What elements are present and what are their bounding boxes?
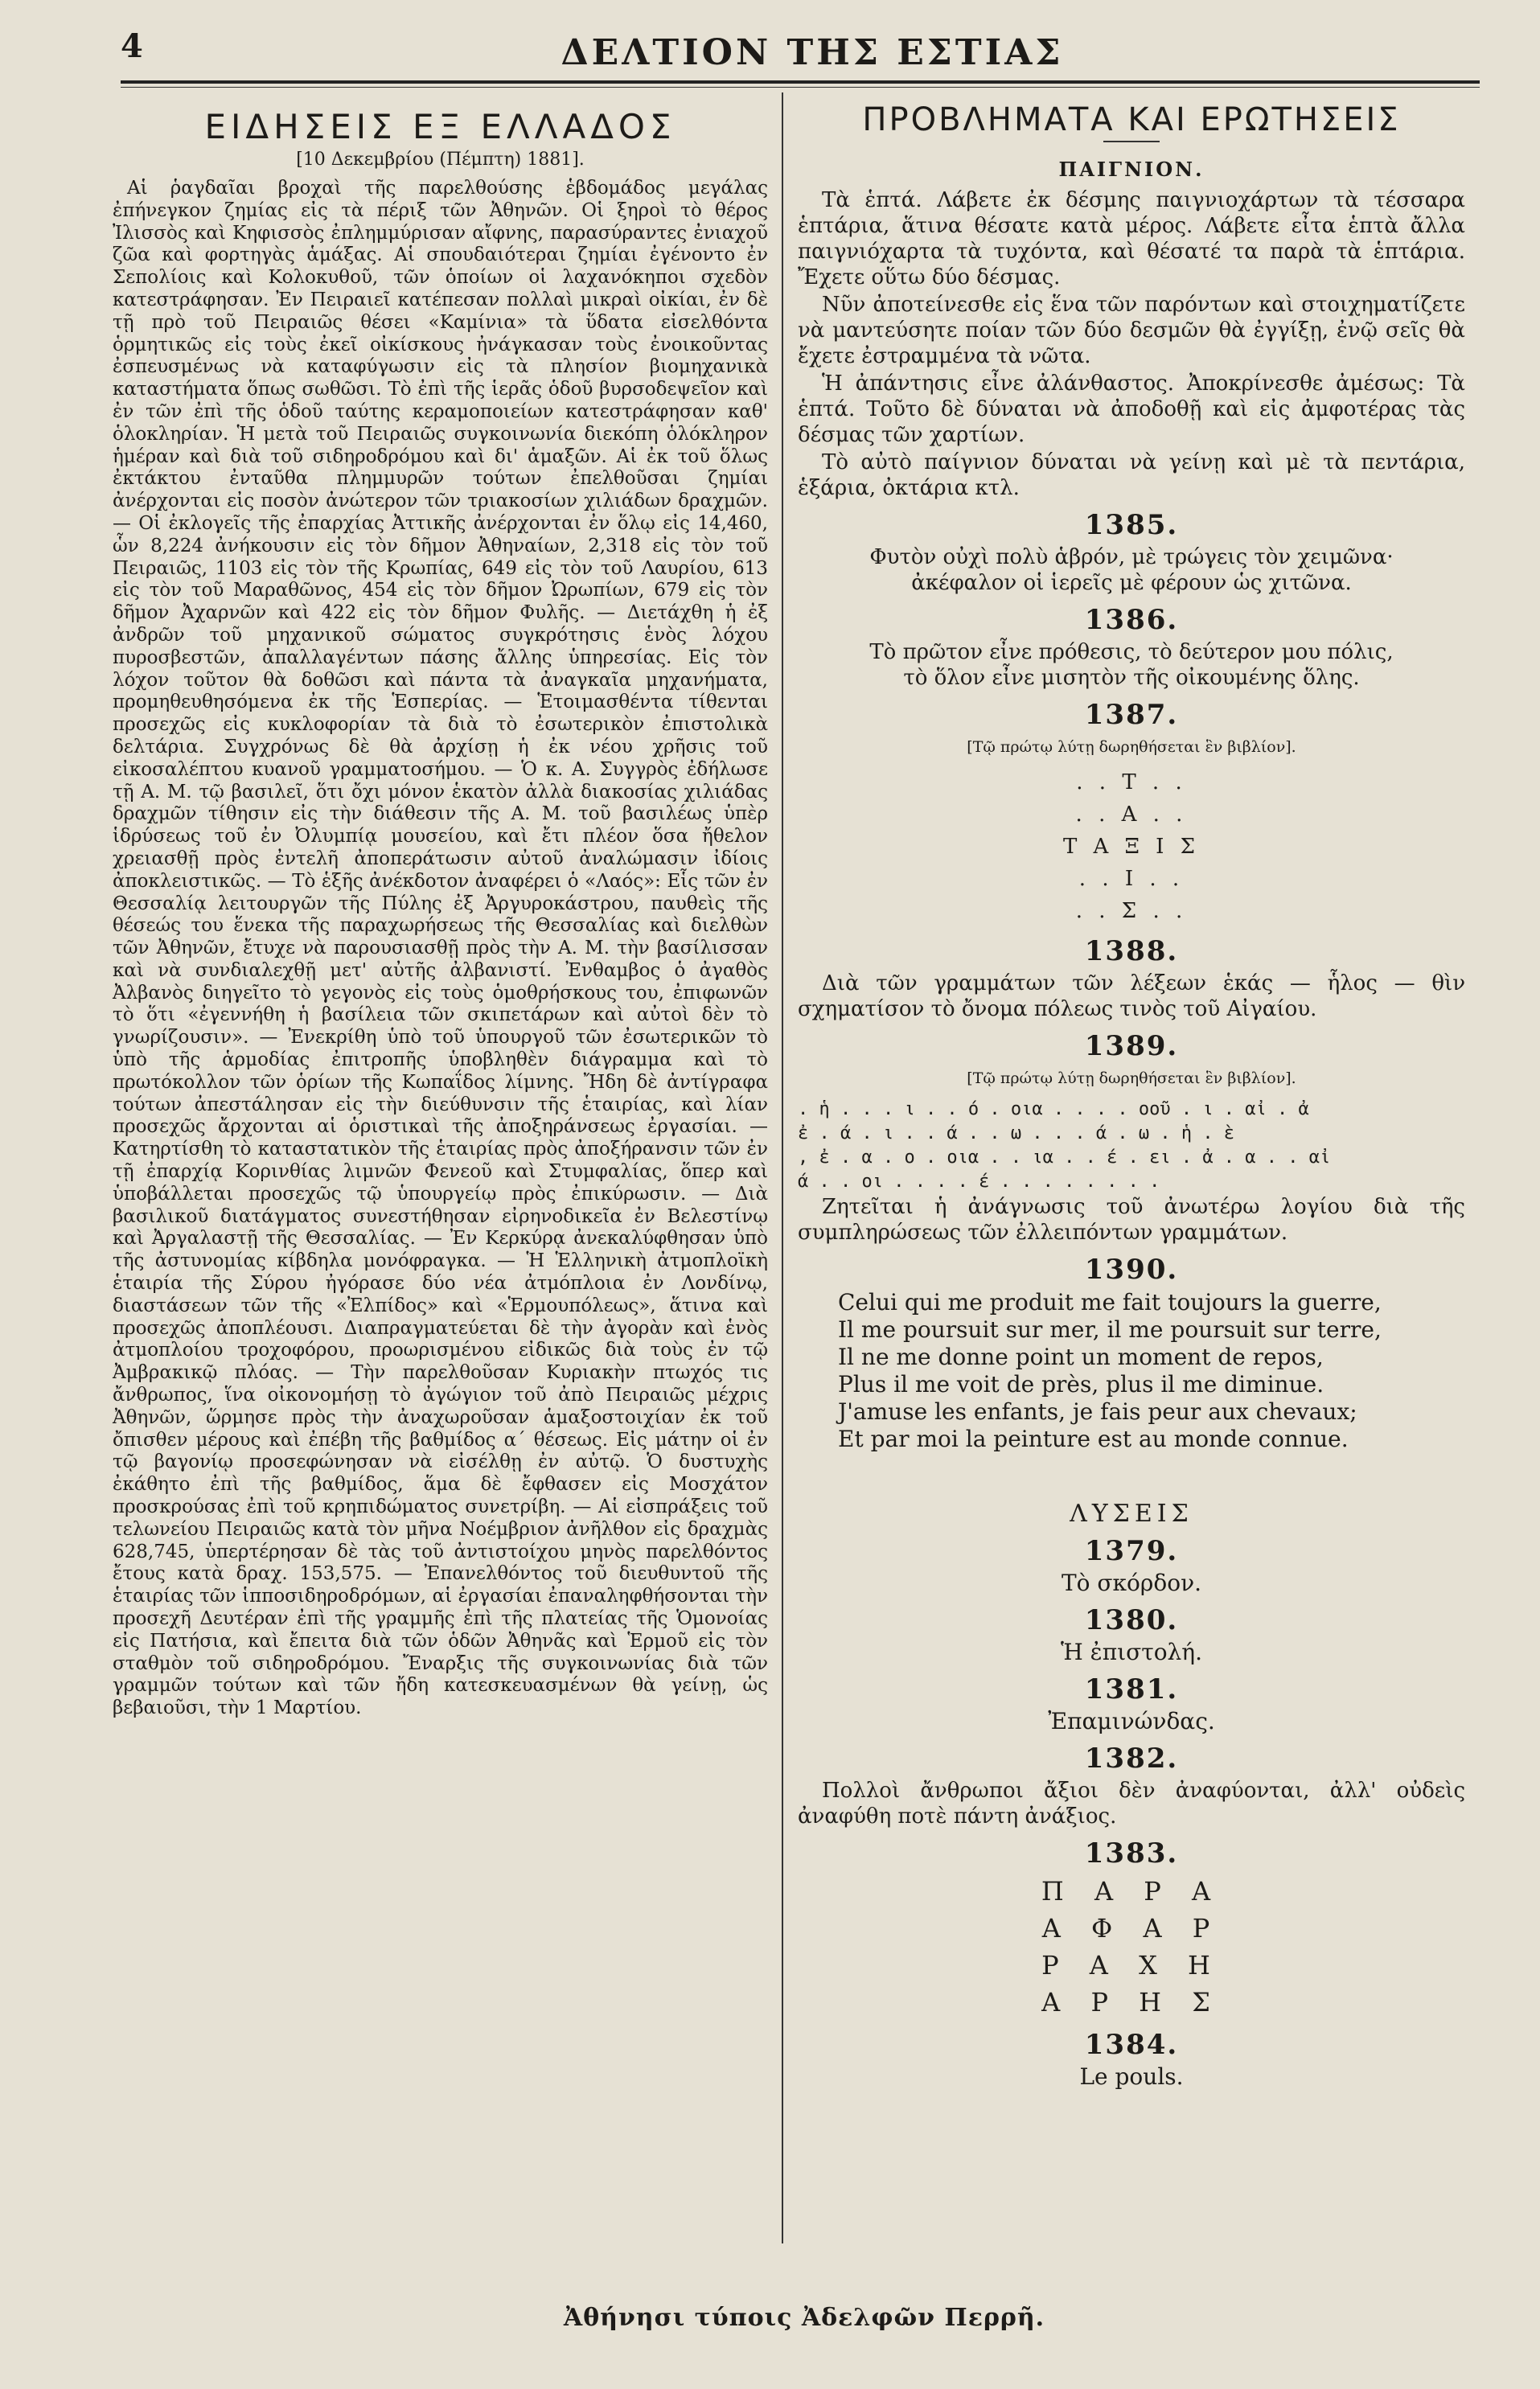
problem-number-1387: 1387. [1084,699,1179,731]
news-text: Αἱ ῥαγδαῖαι βροχαὶ τῆς παρελθούσης ἑβδομάδος μεγάλας ἐπήνεγκον ζημίας εἰς τὰ πέριξ τῶν Ἀθηνῶν. Οἱ ξηροὶ τὸ θέρος Ἰλισσὸς καὶ Κηφισσὸς ἐπλημμύρισαν αἴφνης, παρασύραντες ἐνιαχοῦ ζῶα καὶ φορτηγὰς ἁμάξας. Αἱ σπουδαιότεραι ζημίαι ἐγένοντο ἐν Σεπολίοις καὶ Κολοκυθοῦ, τῶν ὁποίων οἱ λαχανόκηποι σχεδὸν κατεστράφησαν. Ἐν Πειραιεῖ κατέπεσαν πολλαὶ μικραὶ οἰκίαι, ἐν δὲ τῇ πρὸ τοῦ Πειραιῶς θέσει «Καμίνια» τὰ ὕδατα εἰσελθόντα ὁρμητικῶς εἰς τοὺς ἐκεῖ οἰκίσκους ἠνάγκασαν τοὺς ἐνοικοῦντας ἐσπευσμένως νὰ καταφύγωσιν εἰς τὰ πλησίον βιομηχανικὰ καταστήματα ὅπως σωθῶσι. Τὸ ἐπὶ τῆς ἱερᾶς ὁδοῦ βυρσοδεψεῖον καὶ ἐν τῶν ἐπὶ τῆς ὁδοῦ ταύτης κεραμοποιείων κατεστράφησαν καθ' ὁλοκληρίαν. Ἡ μετὰ τοῦ Πειραιῶς συγκοινωνία διεκόπη ὁλόκληρον ἡμέραν καὶ διὰ τοῦ σιδηροδρόμου καὶ δι' ἁμαξῶν. Αἱ ἐκ τοῦ ὅλως ἐκτάκτου ἐνταῦθα πλημμυρῶν τούτων ἐπελθοῦσαι ζημίαι ἀνέρχονται εἰς ποσὸν ἀνώτερον τῶν τριακοσίων χιλιάδων δραχμῶν. — Οἱ ἐκλογεῖς τῆς ἐπαρχίας Ἀττικῆς ἀνέρχονται ἐν ὅλῳ εἰς 14,460, ὧν 8,224 ἀνήκουσιν εἰς τὸν δῆμον Ἀθηναίων, 2,318 εἰς τὸν τοῦ Πειραιῶς, 1103 εἰς τὸν τῆς Κρωπίας, 649 εἰς τὸν τοῦ Λαυρίου, 613 εἰς τὸν τοῦ Μαραθῶνος, 454 εἰς τὸν δῆμον Ὠρωπίων, 679 εἰς τὸν δῆμον Ἀχαρνῶν καὶ 422 εἰς τὸν δῆμον Φυλῆς. — Διετάχθη ἡ ἐξ ἀνδρῶν τοῦ μηχανικοῦ σώματος συγκρότησις ἑνὸς λόχου πυροσβεστῶν, ἀπαλλαγέντων πάσης ἄλλης ὑπηρεσίας. Εἰς τὸν λόχον τοῦτον θὰ δοθῶσι καὶ πάντα τὰ ἀναγκαῖα μηχανήματα, προμηθευθησόμενα ἐκ τῆς Ἑσπερίας. — Ἑτοιμασθέντα τίθενται προσεχῶς εἰς κυκλοφορίαν τὰ διὰ τὸ ἐσωτερικὸν ἐπιστολικὰ δελτάρια. Συγχρόνως δὲ θὰ ἀρχίσῃ ἡ ἐκ νέου χρῆσις τοῦ εἰκοσαλέπτου κυανοῦ γραμματοσήμου. — Ὁ κ. Α. Συγγρὸς ἐδήλωσε τῇ Α. Μ. τῷ βασιλεῖ, ὅτι ὄχι μόνον ἑκατὸν ἀλλὰ διακοσίας χιλιάδας δραχμῶν τίθησιν εἰς τὴν διάθεσιν τῆς Α. Μ. τοῦ βασιλέως ὑπὲρ ἱδρύσεως τοῦ ἐν Ὀλυμπίᾳ μουσείου, καὶ ἔτι πλέον ὅσα ἤθελον χρειασθῇ πρὸς ἐντελῆ ἀποπεράτωσιν αὐτοῦ ἀναλώμασιν ἰδίοις ἀποκλειστικῶς. — Τὸ ἑξῆς ἀνέκδοτον ἀναφέρει ὁ «Λαός»: Εἷς τῶν ἐν Θεσσαλίᾳ λειτουργῶν τῆς Πύλης ἐξ Ἀργυροκάστρου, παυθεὶς τῆς θέσεώς του ἕνεκα τῆς παραχωρήσεως τῆς Θεσσαλίας καὶ διελθὼν τῶν Ἀθηνῶν, ἔτυχε νὰ παρουσιασθῇ πρὸς τὴν Α. Μ. τὴν βασίλισσαν καὶ νὰ συνδιαλεχθῇ μετ' αὐτῆς ἀλβανιστί. Ἐνθαμβος ὁ ἀγαθὸς Ἀλβανὸς διηγεῖτο τὸ γεγονὸς εἰς τοὺς ὁμοθρήσκους του, ἐπιφωνῶν τὸ ὅτι «ἐγεννήθη ἡ βασίλεια τῶν σκιπετάρων καὶ αὐτοὶ δὲν τὸ γνωρίζουσιν». — Ἐνεκρίθη ὑπὸ τοῦ ὑπουργοῦ τῶν ἐσωτερικῶν τὸ ὑπὸ τῆς ἁρμοδίας ἐπιτροπῆς ὑποβληθὲν διάγραμμα καὶ τὸ πρωτόκολλον τῶν ὁρίων τῆς Κωπαΐδος λίμνης. Ἤδη δὲ ἀντίγραφα τούτων ἀπεστάλησαν εἰς τὴν διεύθυνσιν τῆς ἑταιρίας, καὶ λίαν προσεχῶς ἄρχονται αἱ ὁριστικαὶ τῆς ἀποξηράνσεως ἐργασίαι. — Κατηρτίσθη τὸ καταστατικὸν τῆς ἑταιρίας πρὸς ἀποξήρανσιν τῶν ἐν τῇ ἐπαρχίᾳ Κορινθίας λιμνῶν Φενεοῦ καὶ Στυμφαλίας, ὅπερ καὶ ὑποβάλλεται προσεχῶς τῷ ὑπουργείῳ πρὸς ἐπικύρωσιν. — Διὰ βασιλικοῦ διατάγματος συνεστήθησαν εἰρηνοδικεῖα ἐν Βελεστίνῳ καὶ Ἀργαλαστῇ τῆς Θεσσαλίας. — Ἐν Κερκύρᾳ ἀνεκαλύφθησαν ὑπὸ τῆς ἀστυνομίας κίβδηλα μονόφραγκα. — Ἡ Ἑλληνικὴ ἀτμοπλοϊκὴ ἑταιρία τῆς Σύρου ἠγόρασε δύο νέα ἀτμόπλοια ἐν Λονδίνῳ, διαστάσεων τῶν τῆς «Ἐλπίδος» καὶ «Ἑρμουπόλεως», ἅτινα καὶ προσεχῶς ἀποπλέουσι. Διαπραγματεύεται δὲ τὴν ἀγορὰν καὶ ἑνὸς ἀτμοπλοίου τροχοφόρου, προωρισμένου εἰδικῶς διὰ τοὺς ἐν τῷ Ἀμβρακικῷ πλόας. — Τὴν παρελθοῦσαν Κυριακὴν πτωχός τις ἄνθρωπος, ἵνα οἰκονομήσῃ τὸ ἀγώγιον τοῦ ἀπὸ Πειραιῶς μέχρις Ἀθηνῶν, ὥρμησε πρὸς τὴν ἀναχωροῦσαν ἁμαξοστοιχίαν ἐκ τοῦ ὄπισθεν μέρους καὶ ἐπέβη τῆς βαθμίδος α΄ θέσεως. Εἰς μάτην οἱ ἐν τῷ βαγονίῳ προσεφώνησαν νὰ εἰσέλθῃ ἐν αὐτῷ. Ὁ δυστυχὴς ἐκάθητο ἐπὶ τῆς βαθμίδος, ἅμα δὲ ἔφθασεν εἰς Μοσχάτον προσκρούσας ἐπὶ τοῦ κρηπιδώματος συνετρίβη. — Αἱ εἰσπράξεις τοῦ τελωνείου Πειραιῶς κατὰ τὸν μῆνα Νοέμβριον ἀνῆλθον εἰς δραχμὰς 628,745, ὑπερτέρησαν δὲ τὰς τοῦ ἀντιστοίχου μηνὸς παρελθόντος ἔτους κατὰ δραχ. 153,575. — Ἐπανελθόντος τοῦ διευθυντοῦ τῆς ἑταιρίας τῶν ἱπποσιδηροδρόμων, αἱ ἐργασίαι ἐπαναληφθήσονται τὴν προσεχῆ Δευτέραν ἐπὶ τῆς γραμμῆς ἐπὶ τῆς πλατείας τῆς Ὁμονοίας εἰς Πατήσια, καὶ ἔπειτα διὰ τῶν ὁδῶν Ἀθηνᾶς καὶ Ἑρμοῦ εἰς τὸν σταθμὸν τοῦ σιδηροδρόμου. Ἔναρξις τῆς συγκοινωνίας διὰ τῶν γραμμῶν τούτων καὶ τῶν ἤδη κατεσκευασμένων θὰ γείνῃ, ὡς βεβαιοῦσι, τὴν 1 Μαρτίου. [113,178,768,1719]
running-title: ΔΕΛΤΙΟΝ ΤΗΣ ΕΣΤΙΑΣ [561,32,1064,73]
solution-number-1383: 1383. [1084,1837,1179,1870]
verse-line: Il ne me donne point un moment de repos, [838,1344,1324,1370]
problem-number-1385: 1385. [1084,509,1179,541]
solutions-heading: ΛΥΣΕΙΣ [1070,1500,1193,1528]
game-paragraph-3: Ἡ ἀπάντησις εἶνε ἀλάνθαστος. Ἀποκρίνεσθε ἀμέσως: Τὰ ἑπτά. Τοῦτο δὲ δύναται νὰ ἀποδοθῇ καὶ εἰς ἀμφοτέρας τὰς δέσμας τῶν χαρτίων. [798,371,1465,447]
verse-line: Celui qui me produit me fait toujours la guerre, [838,1289,1382,1316]
column-divider [782,92,783,2243]
missing-letters-line: , ἐ . α . ο . οια . . ια . . έ . ει . ἀ . α . . αἰ [798,1147,1331,1168]
riddle-1386-line-2: τὸ ὅλον εἶνε μισητὸν τῆς οἰκουμένης ὅλης. [903,666,1360,690]
game-heading: ΠΑΙΓΝΙΟΝ. [1058,158,1205,181]
printer-imprint: Ἀθήνησι τύποις Ἀδελφῶν Περρῆ. [563,2304,1045,2332]
riddle-1385-line-1: Φυτὸν οὐχὶ πολὺ ἁβρόν, μὲ τρώγεις τὸν χειμῶνα· [869,545,1394,569]
solution-number-1380: 1380. [1084,1604,1179,1636]
solution-number-1379: 1379. [1084,1535,1179,1567]
solution-1384: Le pouls. [1079,2063,1184,2090]
news-section-title: ΕΙΔΗΣΕΙΣ ΕΞ ΕΛΛΑΔΟΣ [204,107,676,146]
verse-line: Et par moi la peinture est au monde connue. [838,1426,1349,1452]
solution-1382: Πολλοὶ ἄνθρωποι ἄξιοι δὲν ἀναφύονται, ἀλλ' οὐδεὶς ἀναφύθη ποτὲ πάντη ἀνάξιος. [798,1779,1465,1829]
square-row: Π Α Ρ Α [1041,1876,1222,1907]
solution-1380: Ἡ ἐπιστολή. [1061,1639,1202,1665]
square-row: Α Φ Α Ρ [1041,1913,1222,1944]
riddle-1385-line-2: ἀκέφαλον οἱ ἱερεῖς μὲ φέρουν ὡς χιτῶνα. [911,571,1352,595]
solution-number-1381: 1381. [1084,1673,1179,1706]
missing-letters-line: ἐ . ά . ι . . ά . . ω . . . ά . ω . ἡ . ὲ [798,1123,1235,1143]
word-cross-1387 [798,766,1465,927]
section-rule [1103,141,1160,142]
solution-1381: Ἐπαμινώνδας. [1048,1708,1215,1734]
riddle-1386-line-1: Τὸ πρῶτον εἶνε πρόθεσις, τὸ δεύτερον μου πόλις, [869,640,1394,664]
problem-1389-text: Ζητεῖται ἡ ἀνάγνωσις τοῦ ἀνωτέρω λογίου διὰ τῆς συμπληρώσεως τῶν ἐλλειπόντων γραμμάτων. [798,1195,1465,1245]
news-column [113,101,768,1720]
problem-number-1386: 1386. [1084,604,1179,636]
missing-letters-line: . ἡ . . . ι . . ό . οια . . . . οοῦ . ι . αἰ . ἀ [798,1099,1309,1119]
verse-line: Plus il me voit de près, plus il me diminue. [838,1371,1324,1398]
solution-number-1382: 1382. [1084,1742,1179,1775]
problems-section-title: ΠΡΟΒΛΗΜΑΤΑ ΚΑΙ ΕΡΩΤΗΣΕΙΣ [862,101,1401,138]
word-cross-row: . . Σ . . [1075,899,1188,923]
problems-column [798,101,1465,2093]
header-rule [121,80,1480,84]
word-cross-row: . . Α . . [1075,802,1188,827]
french-riddle-1390 [798,1289,1465,1453]
game-paragraph-1: Τὰ ἑπτά. Λάβετε ἐκ δέσμης παιγνιοχάρτων τὰ τέσσαρα ἑπτάρια, ἅτινα θέσατε κατὰ μέρος. Λάβετε εἶτα ἑπτὰ ἄλλα παιγνιόχαρτα τὰ τυχόντα, καὶ θέσατέ τα παρὰ τὰ ἑπτάρια. Ἔχετε οὕτω δύο δέσμας. [798,188,1465,289]
verse-line: J'amuse les enfants, je fais peur aux chevaux; [838,1398,1357,1425]
problem-number-1388: 1388. [1084,935,1179,967]
square-row: Ρ Α Χ Η [1041,1950,1222,1981]
header-rule-thin [121,87,1480,88]
solution-1379: Τὸ σκόρδον. [1061,1570,1201,1596]
square-row: Α Ρ Η Σ [1041,1987,1222,2018]
prize-note-1387: [Τῷ πρώτῳ λύτῃ δωρηθήσεται ἓν βιβλίον]. [967,738,1296,756]
page-number: 4 [121,27,143,65]
word-cross-row: . . Ι . . [1078,867,1185,891]
solution-1383-square [798,1873,1465,2021]
prize-note-1389: [Τῷ πρώτῳ λύτῃ δωρηθήσεται ἓν βιβλίον]. [967,1069,1296,1087]
news-dateline: [10 Δεκεμβρίου (Πέμπτη) 1881]. [296,150,585,170]
missing-letters-line: ά . . οι . . . . έ . . . . . . . . [798,1172,1160,1192]
verse-line: Il me poursuit sur mer, il me poursuit sur terre, [838,1316,1382,1343]
word-cross-row: Τ Α Ξ Ι Σ [1062,835,1201,859]
game-paragraph-2: Νῦν ἀποτείνεσθε εἰς ἕνα τῶν παρόντων καὶ στοιχηματίζετε νὰ μαντεύσητε ποίαν τῶν δύο δεσμῶν θὰ ἐγγίξῃ, ἐνῷ σεῖς θὰ ἔχετε ἐστραμμένα τὰ νῶτα. [798,293,1465,368]
news-body [113,178,768,1720]
game-paragraph-4: Τὸ αὐτὸ παίγνιον δύναται νὰ γείνῃ καὶ μὲ τὰ πεντάρια, ἑξάρια, ὀκτάρια κτλ. [798,450,1465,500]
solution-number-1384: 1384. [1084,2029,1179,2061]
problem-number-1389: 1389. [1084,1030,1179,1062]
problem-1388-text: Διὰ τῶν γραμμάτων τῶν λέξεων ἑκάς — ἧλος — θὶν σχηματίσον τὸ ὄνομα πόλεως τινὸς τοῦ Αἰγαίου. [798,971,1465,1021]
word-cross-row: . . Τ . . [1076,770,1187,794]
problem-number-1390: 1390. [1084,1254,1179,1286]
